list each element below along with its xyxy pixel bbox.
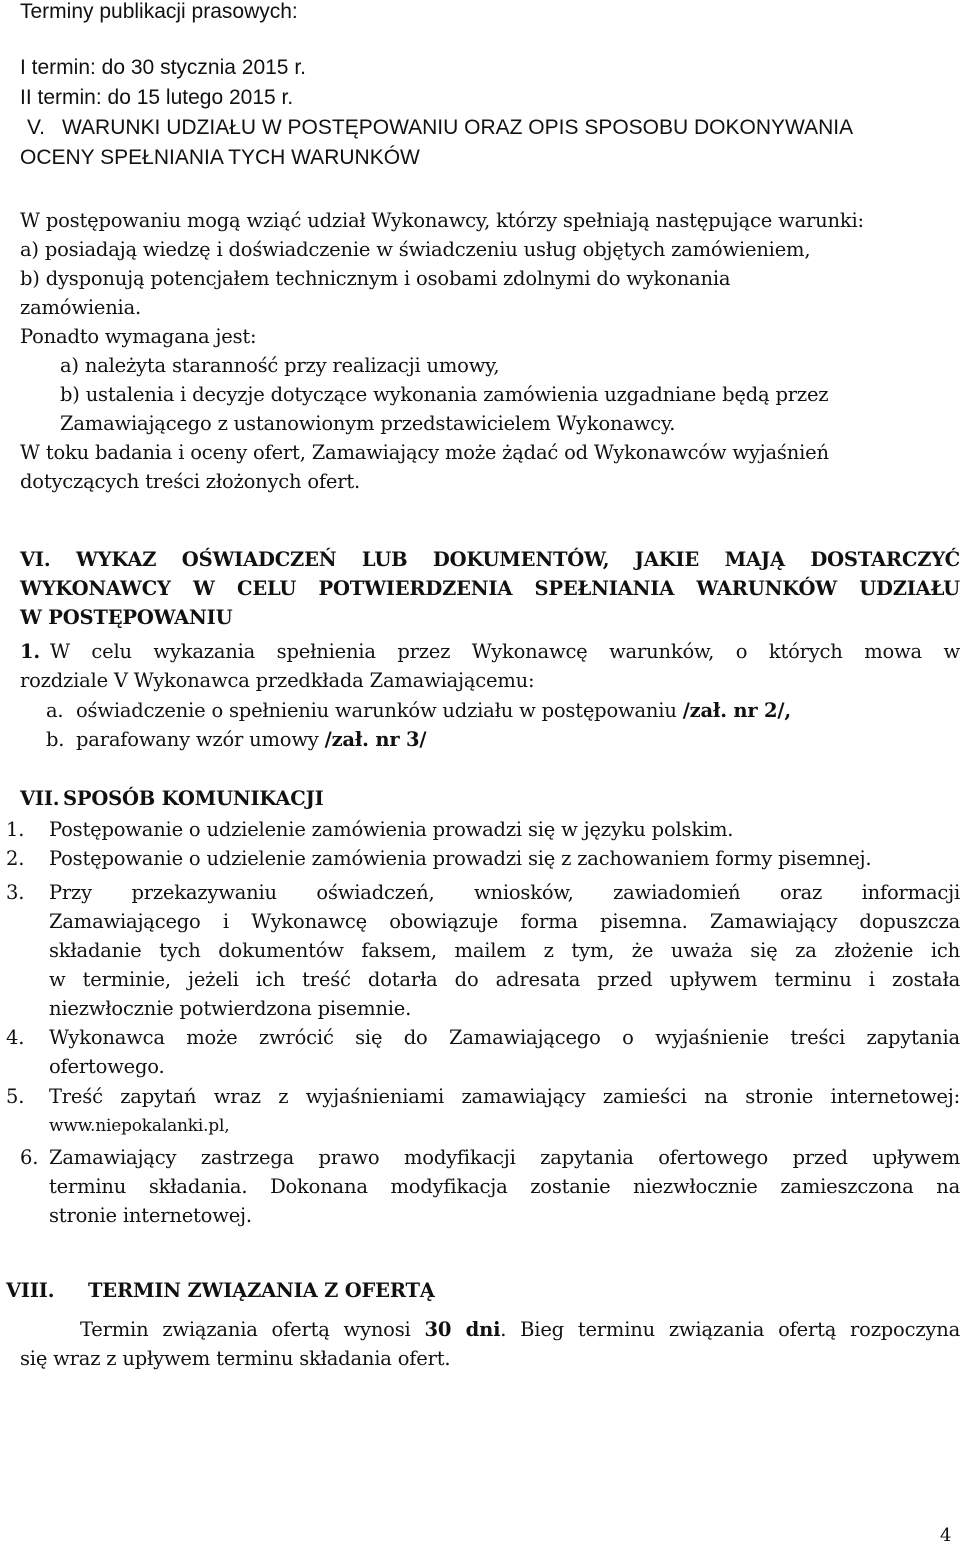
comm-item-3-number: 3. — [6, 881, 25, 904]
binding-period-post: . Bieg terminu związania ofertą rozpoczyna — [500, 1318, 960, 1341]
binding-period-days: 30 dni — [424, 1318, 501, 1341]
additional-requirements-label: Ponadto wymagana jest: — [20, 325, 257, 348]
section-6-title-line-1: VI. WYKAZ OŚWIADCZEŃ LUB DOKUMENTÓW, JAKIE MAJĄ DOSTARCZYĆ — [20, 548, 960, 571]
document-a — [76, 699, 791, 722]
comm-item-1-line-1: Postępowanie o udzielenie zamówienia prowadzi się w języku polskim. — [49, 818, 734, 841]
page-number: 4 — [940, 1525, 952, 1546]
document-a-label: a. — [46, 699, 64, 722]
comm-item-3-line-4: w terminie, jeżeli ich treść dotarła do adresata przed upływem terminu i została — [49, 968, 960, 991]
condition-b-line-2: zamówienia. — [20, 296, 142, 319]
section-6-title-line-3: W POSTĘPOWANIU — [20, 606, 233, 629]
comm-item-4-number: 4. — [6, 1026, 25, 1049]
section-8-title: TERMIN ZWIĄZANIA Z OFERTĄ — [88, 1279, 435, 1302]
comm-item-5-number: 5. — [6, 1085, 25, 1108]
document-b-label: b. — [46, 728, 65, 751]
document-b-text: parafowany wzór umowy — [76, 728, 319, 751]
comm-item-2-number: 2. — [6, 847, 25, 870]
section-5-title-line-2: OCENY SPEŁNIANIA TYCH WARUNKÓW — [20, 146, 420, 169]
publication-term-2: II termin: do 15 lutego 2015 r. — [20, 86, 294, 109]
comm-item-1-number: 1. — [6, 818, 25, 841]
comm-item-5-website-link[interactable]: www.niepokalanki.pl, — [49, 1116, 230, 1136]
document-a-attachment-ref: /zał. nr 2/, — [682, 699, 791, 722]
binding-period-pre: Termin związania ofertą wynosi — [80, 1318, 411, 1341]
section-6-title-line-2: WYKONAWCY W CELU POTWIERDZENIA SPEŁNIANIA WARUNKÓW UDZIAŁU — [20, 577, 960, 600]
binding-period-line-2: się wraz z upływem terminu składania ofert. — [20, 1347, 451, 1370]
section-7-title: SPOSÓB KOMUNIKACJI — [63, 787, 324, 810]
comm-item-6-line-1: Zamawiający zastrzega prawo modyfikacji zapytania ofertowego przed upływem — [49, 1146, 960, 1169]
comm-item-5-line-1: Treść zapytań wraz z wyjaśnieniami zamawiający zamieści na stronie internetowej: — [49, 1085, 960, 1108]
document-a-text: oświadczenie o spełnieniu warunków udziału w postępowaniu — [76, 699, 677, 722]
comm-item-4-line-1: Wykonawca może zwrócić się do Zamawiającego o wyjaśnienie treści zapytania — [49, 1026, 960, 1049]
comm-item-6-number: 6. — [20, 1146, 39, 1169]
comm-item-2-line-1: Postępowanie o udzielenie zamówienia prowadzi się z zachowaniem formy pisemnej. — [49, 847, 872, 870]
requirement-a: a) należyta staranność przy realizacji umowy, — [60, 354, 500, 377]
publication-term-1: I termin: do 30 stycznia 2015 r. — [20, 56, 306, 79]
section-5-title-line-1: WARUNKI UDZIAŁU W POSTĘPOWANIU ORAZ OPIS SPOSOBU DOKONYWANIA — [62, 116, 854, 139]
section-6-item-1-line-2: rozdziale V Wykonawca przedkłada Zamawiającemu: — [20, 669, 535, 692]
comm-item-3-line-5: niezwłocznie potwierdzona pisemnie. — [49, 997, 412, 1020]
section-5-intro: W postępowaniu mogą wziąć udział Wykonawcy, którzy spełniają następujące warunki: — [20, 209, 864, 232]
requirement-b-line-2: Zamawiającego z ustanowionym przedstawicielem Wykonawcy. — [60, 412, 676, 435]
comm-item-3-line-1: Przy przekazywaniu oświadczeń, wniosków, zawiadomień oraz informacji — [49, 881, 960, 904]
publication-terms-heading: Terminy publikacji prasowych: — [20, 0, 298, 23]
section-7-number: VII. — [20, 787, 60, 810]
section-6-item-1-number: 1. — [20, 640, 40, 663]
section-8-number: VIII. — [6, 1279, 55, 1302]
comm-item-3-line-3: składanie tych dokumentów faksem, mailem z tym, że uważa się za złożenie ich — [49, 939, 960, 962]
binding-period-line-1 — [80, 1318, 960, 1341]
section-5-number: V. — [27, 116, 45, 139]
document-b — [76, 728, 426, 751]
examination-line-2: dotyczących treści złożonych ofert. — [20, 470, 361, 493]
examination-line-1: W toku badania i oceny ofert, Zamawiający może żądać od Wykonawców wyjaśnień — [20, 441, 829, 464]
comm-item-4-line-2: ofertowego. — [49, 1055, 165, 1078]
comm-item-6-line-3: stronie internetowej. — [49, 1204, 252, 1227]
condition-b-line-1: b) dysponują potencjałem technicznym i osobami zdolnymi do wykonania — [20, 267, 731, 290]
requirement-b-line-1: b) ustalenia i decyzje dotyczące wykonania zamówienia uzgadniane będą przez — [60, 383, 829, 406]
section-6-item-1-line-1: W celu wykazania spełnienia przez Wykonawcę warunków, o których mowa w — [50, 640, 960, 663]
comm-item-6-line-2: terminu składania. Dokonana modyfikacja zostanie niezwłocznie zamieszczona na — [49, 1175, 960, 1198]
document-b-attachment-ref: /zał. nr 3/ — [324, 728, 427, 751]
comm-item-3-line-2: Zamawiającego i Wykonawcę obowiązuje forma pisemna. Zamawiający dopuszcza — [49, 910, 960, 933]
condition-a: a) posiadają wiedzę i doświadczenie w świadczeniu usług objętych zamówieniem, — [20, 238, 811, 261]
